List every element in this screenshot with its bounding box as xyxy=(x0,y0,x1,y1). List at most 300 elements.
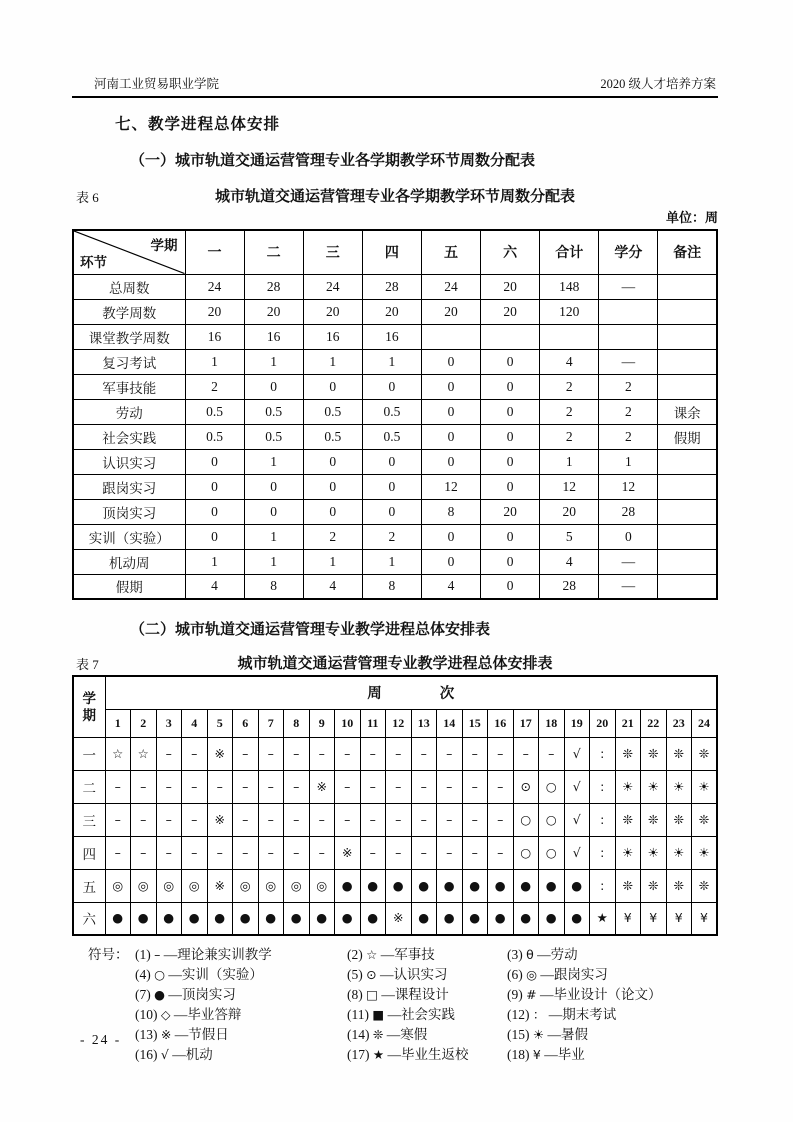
table7-cell xyxy=(309,803,335,836)
schedule-symbol: ¥ xyxy=(674,910,683,926)
table6-row-label: 课堂教学周数 xyxy=(73,324,185,349)
table7-cell xyxy=(411,836,437,869)
table6-col-header: 二 xyxy=(244,230,303,274)
table7-cell xyxy=(641,737,667,770)
legend-desc: —毕业设计（论文） xyxy=(539,987,662,1002)
schedule-symbol: ● xyxy=(214,910,226,926)
legend-symbol: # xyxy=(526,987,537,1002)
table7-cell xyxy=(641,770,667,803)
schedule-symbol: – xyxy=(344,811,351,827)
table6-cell: — xyxy=(599,574,658,599)
schedule-symbol: ● xyxy=(545,877,557,893)
table7-week-number: 16 xyxy=(488,709,514,737)
schedule-symbol: ● xyxy=(443,910,455,926)
legend-desc: —节假日 xyxy=(174,1027,229,1042)
table6-cell: 0 xyxy=(362,449,421,474)
legend-symbol: θ xyxy=(526,947,534,962)
table7-cell xyxy=(309,902,335,935)
table7-week-number: 11 xyxy=(360,709,386,737)
schedule-symbol: – xyxy=(191,844,198,860)
table7-cell xyxy=(156,737,182,770)
legend-symbol: ■ xyxy=(372,1007,385,1022)
table6-cell: 16 xyxy=(303,324,362,349)
schedule-symbol: ¥ xyxy=(623,910,632,926)
table6-cell: 0 xyxy=(244,499,303,524)
table6-cell: 2 xyxy=(599,374,658,399)
schedule-symbol: ● xyxy=(443,877,455,893)
schedule-symbol: ◎ xyxy=(137,877,149,893)
table7-cell xyxy=(488,770,514,803)
table6-cell xyxy=(658,549,717,574)
schedule-symbol: ● xyxy=(494,877,506,893)
table6-cell: 20 xyxy=(362,299,421,324)
table6-col-header: 四 xyxy=(362,230,421,274)
table6-row xyxy=(73,549,717,574)
table6-cell: 12 xyxy=(599,474,658,499)
table7-cell xyxy=(360,836,386,869)
schedule-symbol: – xyxy=(446,811,453,827)
table6-cell: 0.5 xyxy=(244,424,303,449)
table6-cell: 0 xyxy=(481,574,540,599)
table7-caption-row xyxy=(72,652,718,672)
table6-cell: 0 xyxy=(481,524,540,549)
schedule-symbol: ☀ xyxy=(647,778,659,794)
table6-cell: 2 xyxy=(185,374,244,399)
table7-week-number: 9 xyxy=(309,709,335,737)
table6-cell: 0 xyxy=(481,474,540,499)
schedule-symbol: ● xyxy=(571,877,583,893)
table6-cell: 20 xyxy=(303,299,362,324)
schedule-symbol: – xyxy=(165,778,172,794)
table7-cell xyxy=(360,803,386,836)
table7-cell xyxy=(131,902,157,935)
table6-cell: 2 xyxy=(599,399,658,424)
table6-cell: 8 xyxy=(244,574,303,599)
table7-cell xyxy=(641,869,667,902)
legend-symbol: ： xyxy=(532,1007,546,1022)
table6-row-label: 跟岗实习 xyxy=(73,474,185,499)
schedule-symbol: – xyxy=(267,811,274,827)
table7-cell xyxy=(590,770,616,803)
legend-desc: —跟岗实习 xyxy=(540,967,608,982)
table6-cell: 8 xyxy=(362,574,421,599)
table6-cell: 0.5 xyxy=(244,399,303,424)
table6-row-label: 假期 xyxy=(73,574,185,599)
schedule-symbol: – xyxy=(548,745,555,761)
table7-row-label: 三 xyxy=(73,803,105,836)
legend-item: (15) ☀ —暑假 xyxy=(507,1027,588,1042)
legend-desc: —毕业 xyxy=(544,1047,585,1062)
table7-cell xyxy=(462,836,488,869)
table6-cell: 20 xyxy=(481,274,540,299)
schedule-symbol: ◎ xyxy=(239,877,251,893)
schedule-symbol: – xyxy=(191,811,198,827)
table7-cell xyxy=(156,902,182,935)
table6-cell: — xyxy=(599,274,658,299)
table7-cell xyxy=(386,803,412,836)
schedule-symbol: – xyxy=(344,778,351,794)
table6-cell: 2 xyxy=(540,374,599,399)
table7-week-number: 22 xyxy=(641,709,667,737)
legend-symbol: □ xyxy=(366,987,378,1002)
table7-cell xyxy=(182,737,208,770)
table6-row-label: 劳动 xyxy=(73,399,185,424)
table6-row-label: 认识实习 xyxy=(73,449,185,474)
table6-row-label: 军事技能 xyxy=(73,374,185,399)
table7-cell xyxy=(207,869,233,902)
schedule-symbol: ● xyxy=(545,910,557,926)
schedule-symbol: ❊ xyxy=(698,877,710,893)
table6-row-label: 社会实践 xyxy=(73,424,185,449)
table7-cell xyxy=(564,803,590,836)
table7-cell xyxy=(411,869,437,902)
table6-cell: 28 xyxy=(244,274,303,299)
schedule-symbol: ● xyxy=(188,910,200,926)
table6-row xyxy=(73,424,717,449)
table6-cell: 20 xyxy=(481,299,540,324)
table7-cell xyxy=(233,803,259,836)
table7-week-number: 3 xyxy=(156,709,182,737)
table7-cell xyxy=(666,836,692,869)
table6-cell: 0 xyxy=(244,374,303,399)
table7-row-label: 四 xyxy=(73,836,105,869)
table7-cell xyxy=(386,836,412,869)
table7-cell xyxy=(590,836,616,869)
table6-col-header: 六 xyxy=(481,230,540,274)
table7-cell xyxy=(462,737,488,770)
legend-row xyxy=(88,985,718,1005)
table7-cell xyxy=(513,803,539,836)
table7-cell xyxy=(692,737,718,770)
table6-cell: 0 xyxy=(303,499,362,524)
table7-cell xyxy=(105,770,131,803)
table7-cell xyxy=(666,869,692,902)
schedule-symbol: – xyxy=(471,844,478,860)
table7-cell xyxy=(182,869,208,902)
table6-cell xyxy=(658,499,717,524)
schedule-symbol: ☀ xyxy=(622,778,634,794)
legend-item: (17) ★ —毕业生返校 xyxy=(347,1047,469,1062)
legend-desc: —理论兼实训教学 xyxy=(163,947,272,962)
schedule-symbol: ● xyxy=(265,910,277,926)
schedule-symbol: – xyxy=(242,778,249,794)
table7-cell xyxy=(437,803,463,836)
table6-row-label: 教学周数 xyxy=(73,299,185,324)
table7-row-label: 二 xyxy=(73,770,105,803)
schedule-symbol: – xyxy=(471,745,478,761)
table7-row xyxy=(73,902,717,935)
table7-cell xyxy=(182,836,208,869)
table6-cell: 1 xyxy=(244,524,303,549)
table6-row xyxy=(73,499,717,524)
table7-cell xyxy=(258,737,284,770)
table7-week-number: 12 xyxy=(386,709,412,737)
table6-cell: 0.5 xyxy=(362,424,421,449)
table7-semester-header: 学 期 xyxy=(73,676,105,737)
schedule-symbol: ※ xyxy=(214,745,225,761)
table6-cell: 2 xyxy=(303,524,362,549)
schedule-symbol: √ xyxy=(572,811,581,827)
table7-cell xyxy=(692,770,718,803)
table7-week-number: 18 xyxy=(539,709,565,737)
table6-cell xyxy=(481,324,540,349)
table7-cell xyxy=(105,803,131,836)
table6-cell: 0 xyxy=(421,449,480,474)
schedule-symbol: : xyxy=(600,745,605,761)
table7-row-label: 一 xyxy=(73,737,105,770)
schedule-symbol: ● xyxy=(520,877,532,893)
table6-cell: 1 xyxy=(599,449,658,474)
table6-cell: 12 xyxy=(540,474,599,499)
legend-symbol: ☀ xyxy=(532,1027,545,1042)
table7-cell xyxy=(207,836,233,869)
schedule-symbol: ◎ xyxy=(316,877,328,893)
legend-desc: —期末考试 xyxy=(548,1007,617,1022)
schedule-symbol: : xyxy=(600,877,605,893)
legend-desc: —课程设计 xyxy=(381,987,449,1002)
table7-cell xyxy=(233,869,259,902)
table6-cell: 4 xyxy=(540,549,599,574)
table6-row xyxy=(73,349,717,374)
table6-cell: 1 xyxy=(540,449,599,474)
table7-cell xyxy=(386,737,412,770)
schedule-symbol: – xyxy=(242,844,249,860)
table6-col-header: 三 xyxy=(303,230,362,274)
schedule-symbol: ❊ xyxy=(648,811,659,827)
weeks-distribution-table xyxy=(72,229,718,600)
table7-week-number: 7 xyxy=(258,709,284,737)
table7-cell xyxy=(284,770,310,803)
table6-cell: 0 xyxy=(362,499,421,524)
table7-cell xyxy=(360,902,386,935)
legend-item: (5) ⊙ —认识实习 xyxy=(347,967,448,982)
table7-week-number: 5 xyxy=(207,709,233,737)
table7-cell xyxy=(411,737,437,770)
table6-cell: 0 xyxy=(185,474,244,499)
schedule-symbol: – xyxy=(318,844,325,860)
table7-cell xyxy=(666,803,692,836)
schedule-symbol: – xyxy=(369,745,376,761)
schedule-symbol: ● xyxy=(469,910,481,926)
schedule-symbol: – xyxy=(497,778,504,794)
table7-cell xyxy=(309,869,335,902)
table6-cell: 0 xyxy=(303,474,362,499)
table6-cell: 8 xyxy=(421,499,480,524)
table6-row xyxy=(73,449,717,474)
schedule-symbol: – xyxy=(420,778,427,794)
legend-symbol: ★ xyxy=(372,1047,385,1062)
subsection-1-heading: （一）城市轨道交通运营管理专业各学期教学环节周数分配表 xyxy=(130,153,536,169)
schedule-symbol: – xyxy=(318,745,325,761)
table7-cell xyxy=(666,737,692,770)
schedule-symbol: ¥ xyxy=(649,910,658,926)
table6-row xyxy=(73,474,717,499)
table6-cell: 28 xyxy=(599,499,658,524)
schedule-symbol: ● xyxy=(392,877,404,893)
table7-cell xyxy=(666,770,692,803)
table6-cell: 0 xyxy=(185,524,244,549)
table6-cell: 课余 xyxy=(658,399,717,424)
table6-cell: 0 xyxy=(185,449,244,474)
schedule-symbol: ※ xyxy=(316,778,327,794)
table6-cell: 16 xyxy=(362,324,421,349)
table6-cell: 20 xyxy=(540,499,599,524)
schedule-symbol: ● xyxy=(418,910,430,926)
legend-label xyxy=(88,1005,135,1025)
schedule-symbol: ● xyxy=(571,910,583,926)
table7-cell xyxy=(207,737,233,770)
table7-cell xyxy=(539,869,565,902)
legend-desc: —毕业答辩 xyxy=(173,1007,242,1022)
table6-cell: 148 xyxy=(540,274,599,299)
table6-cell: 20 xyxy=(481,499,540,524)
legend-row xyxy=(88,1025,718,1045)
legend-row xyxy=(88,945,718,965)
schedule-symbol: – xyxy=(395,745,402,761)
legend-item: (6) ◎ —跟岗实习 xyxy=(507,967,608,982)
schedule-symbol: – xyxy=(446,745,453,761)
table6-cell: — xyxy=(599,549,658,574)
table7-cell xyxy=(488,836,514,869)
table6-row-label: 总周数 xyxy=(73,274,185,299)
schedule-symbol: : xyxy=(600,811,605,827)
table6-col-header: 五 xyxy=(421,230,480,274)
table7-week-number: 21 xyxy=(615,709,641,737)
table6-cell: 16 xyxy=(185,324,244,349)
schedule-symbol: – xyxy=(216,844,223,860)
symbol-legend xyxy=(88,945,718,1065)
table7-cell xyxy=(284,902,310,935)
schedule-symbol: – xyxy=(140,811,147,827)
table7-cell xyxy=(590,737,616,770)
legend-symbol: ❊ xyxy=(372,1027,384,1042)
table6-row xyxy=(73,299,717,324)
legend-desc: —实训（实验） xyxy=(168,967,263,982)
schedule-symbol: ◎ xyxy=(265,877,277,893)
schedule-symbol: ● xyxy=(367,877,379,893)
table6-cell: 20 xyxy=(421,299,480,324)
schedule-symbol: – xyxy=(471,778,478,794)
schedule-symbol: – xyxy=(114,811,121,827)
table7-title: 城市轨道交通运营管理专业教学进程总体安排表 xyxy=(237,656,553,672)
legend-label xyxy=(88,985,135,1005)
schedule-symbol: ❊ xyxy=(622,811,633,827)
table6-cell: 0 xyxy=(303,449,362,474)
table6-cell: 4 xyxy=(421,574,480,599)
table6-col-header: 学分 xyxy=(599,230,658,274)
table7-cell xyxy=(335,869,361,902)
table7-cell xyxy=(360,770,386,803)
legend-item: (3) θ —劳动 xyxy=(507,947,578,962)
legend-desc: —寒假 xyxy=(386,1027,428,1042)
table7-week-number: 14 xyxy=(437,709,463,737)
table7-cell xyxy=(615,803,641,836)
table7-cell xyxy=(335,737,361,770)
table7-row xyxy=(73,869,717,902)
schedule-symbol: ● xyxy=(341,910,353,926)
schedule-symbol: ○ xyxy=(520,811,532,827)
table7-cell xyxy=(462,803,488,836)
schedule-symbol: ❊ xyxy=(673,877,684,893)
legend-symbol: ⊙ xyxy=(366,967,377,982)
schedule-symbol: ☀ xyxy=(647,844,659,860)
schedule-symbol: ☀ xyxy=(622,844,634,860)
table6-cell: 0 xyxy=(481,399,540,424)
schedule-symbol: – xyxy=(293,811,300,827)
table6-cell: 0.5 xyxy=(362,399,421,424)
legend-item: (9) # —毕业设计（论文） xyxy=(507,987,662,1002)
table6-cell: 4 xyxy=(540,349,599,374)
table6-cell: 0 xyxy=(599,524,658,549)
schedule-symbol: ★ xyxy=(596,910,608,926)
table7-week-number: 13 xyxy=(411,709,437,737)
schedule-symbol: – xyxy=(420,844,427,860)
schedule-symbol: – xyxy=(165,811,172,827)
legend-item: (11) ■ —社会实践 xyxy=(347,1007,456,1022)
table6-cell: 28 xyxy=(362,274,421,299)
schedule-symbol: – xyxy=(293,844,300,860)
schedule-symbol: : xyxy=(600,844,605,860)
table6-cell: 2 xyxy=(362,524,421,549)
plan-name: 2020 级人才培养方案 xyxy=(600,77,716,91)
legend-desc: —军事技 xyxy=(380,947,435,962)
legend-desc: —机动 xyxy=(172,1047,213,1062)
table6-cell: 0 xyxy=(362,374,421,399)
table7-cell xyxy=(156,869,182,902)
table6-cell: 1 xyxy=(244,349,303,374)
legend-row xyxy=(88,1005,718,1025)
table7-cell xyxy=(105,869,131,902)
table7-cell xyxy=(105,737,131,770)
schedule-symbol: – xyxy=(140,778,147,794)
table7-cell xyxy=(437,737,463,770)
table6-cell: 0 xyxy=(421,424,480,449)
schedule-symbol: – xyxy=(395,844,402,860)
table7-cell xyxy=(539,836,565,869)
legend-symbol: √ xyxy=(160,1047,169,1062)
schedule-symbol: : xyxy=(600,778,605,794)
schedule-symbol: ☆ xyxy=(137,745,149,761)
schedule-symbol: – xyxy=(369,844,376,860)
table6-cell: 5 xyxy=(540,524,599,549)
legend-symbol: ◇ xyxy=(160,1007,171,1022)
table7-cell xyxy=(258,869,284,902)
table7-cell xyxy=(590,803,616,836)
table6-cell xyxy=(599,324,658,349)
table6-cell: 1 xyxy=(185,349,244,374)
table7-week-number: 10 xyxy=(335,709,361,737)
schedule-symbol: ¥ xyxy=(700,910,708,926)
schedule-symbol: – xyxy=(446,844,453,860)
schedule-symbol: ※ xyxy=(342,844,353,860)
table6-cell: 0 xyxy=(421,399,480,424)
table6-cell: 1 xyxy=(244,449,303,474)
table6-row-label: 复习考试 xyxy=(73,349,185,374)
schedule-symbol: – xyxy=(191,778,198,794)
schedule-symbol: ◎ xyxy=(163,877,175,893)
table6-cell: 0 xyxy=(421,524,480,549)
schedule-symbol: – xyxy=(242,811,249,827)
table7-week-number: 24 xyxy=(692,709,718,737)
table7-cell xyxy=(590,869,616,902)
corner-stage-label: 环节 xyxy=(80,254,107,270)
table6-cell: 1 xyxy=(303,549,362,574)
table7-cell xyxy=(182,902,208,935)
legend-symbol: – xyxy=(154,947,161,962)
table6-cell xyxy=(540,324,599,349)
table7-cell xyxy=(513,902,539,935)
table7-cell xyxy=(258,770,284,803)
